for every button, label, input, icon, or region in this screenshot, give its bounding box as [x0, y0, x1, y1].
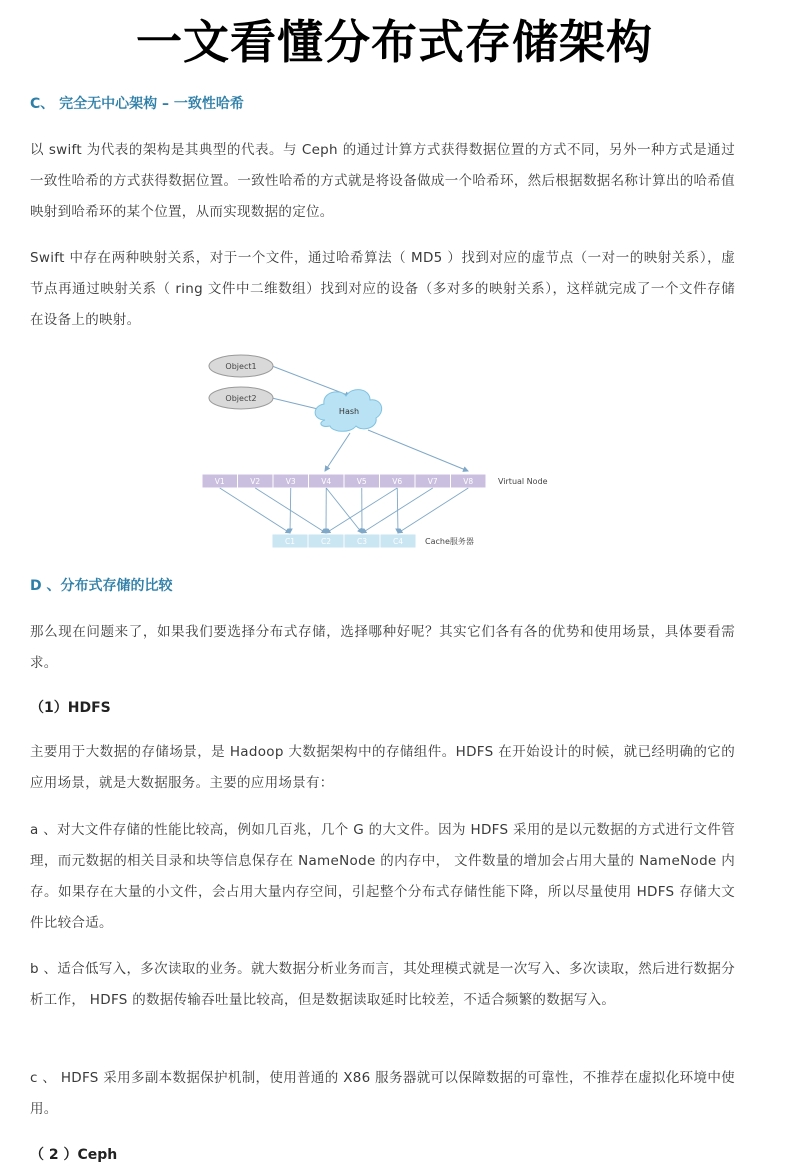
virtual-node-label-7: V7 — [427, 477, 438, 486]
page-title: 一文看懂分布式存储架构 — [136, 15, 653, 69]
section-d-heading: D 、分布式存储的比较 — [30, 578, 173, 594]
cache-node-label-2: C2 — [320, 537, 332, 546]
section-c-heading: C、 完全无中心架构 – 一致性哈希 — [30, 96, 244, 112]
virtual-node-bar — [202, 474, 486, 488]
hdfs-point-c: c 、 HDFS 采用多副本数据保护机制，使用普通的 X86 服务器就可以保障数据的可靠性，不推荐在虚拟化环境中使用。 — [30, 1070, 735, 1117]
edge-v4-c3 — [326, 488, 362, 533]
cache-server-bar — [272, 534, 416, 548]
edge-hash-v4 — [325, 433, 350, 471]
virtual-node-label-1: V1 — [214, 477, 225, 486]
virtual-node-label-3: V3 — [285, 477, 296, 486]
cache-server-label: Cache服务器 — [425, 537, 474, 546]
object1-label: Object1 — [225, 362, 257, 371]
edge-object2-hash — [272, 398, 322, 410]
virtual-node-label-6: V6 — [392, 477, 403, 486]
hdfs-point-b: b 、适合低写入，多次读取的业务。就大数据分析业务而言，其处理模式就是一次写入、多次读取，然后进行数据分析工作， HDFS 的数据传输吞吐量比较高，但是数据读取延时比较差，不适合频繁的数据写入。 — [30, 961, 735, 1008]
section-d-paragraph-1: 那么现在问题来了，如果我们要选择分布式存储，选择哪种好呢？其实它们各有各的优势和使用场景，具体要看需求。 — [30, 624, 735, 671]
hdfs-intro: 主要用于大数据的存储场景，是 Hadoop 大数据架构中的存储组件。HDFS 在开始设计的时候，就已经明确的它的应用场景，就是大数据服务。主要的应用场景有： — [30, 744, 735, 791]
cache-node-label-3: C3 — [356, 537, 368, 546]
object1-node — [209, 355, 273, 377]
object2-label: Object2 — [225, 394, 257, 403]
virtual-node-label-5: V5 — [356, 477, 367, 486]
hash-cloud — [315, 390, 382, 432]
consistent-hash-diagram — [200, 348, 580, 558]
virtual-node-label-8: V8 — [463, 477, 474, 486]
hash-label: Hash — [338, 407, 360, 416]
edge-v8-c4 — [398, 488, 468, 533]
ceph-heading: （ 2 ）Ceph — [30, 1147, 118, 1163]
edge-v1-c1 — [220, 488, 290, 533]
section-c-paragraph-2: Swift 中存在两种映射关系，对于一个文件，通过哈希算法（ MD5 ）找到对应的虚节点（一对一的映射关系），虚节点再通过映射关系（ ring 文件中二维数组）找到对应的设备（多对多的映射关系），这样就完成了一个文件存储在设备上的映射。 — [30, 250, 735, 328]
hdfs-heading: （1）HDFS — [30, 700, 111, 716]
virtual-node-label: Virtual Node — [498, 477, 548, 486]
virtual-node-label-4: V4 — [321, 477, 332, 486]
section-c-paragraph-1: 以 swift 为代表的架构是其典型的代表。与 Ceph 的通过计算方式获得数据位置的方式不同，另外一种方式是通过一致性哈希的方式获得数据位置。一致性哈希的方式就是将设备做成一个哈希环，然后根据数据名称计算出的哈希值映射到哈希环的某个位置，从而实现数据的定位。 — [30, 142, 735, 220]
object2-node — [209, 387, 273, 409]
hdfs-point-a: a 、对大文件存储的性能比较高，例如几百兆，几个 G 的大文件。因为 HDFS 采用的是以元数据的方式进行文件管理，而元数据的相关目录和块等信息保存在 NameNode 的内存中， 文件数量的增加会占用大量的 NameNode 内存。如果存在大量的小文件，会占用大量内存空间，引起整个分布式存储性能下降，所以尽量使用 HDFS 存储大文件比较合适。 — [30, 822, 735, 931]
edge-v3-c1 — [290, 488, 291, 533]
virtual-to-cache-edges — [220, 488, 469, 533]
cache-node-label-1: C1 — [284, 537, 296, 546]
edge-hash-v8 — [368, 430, 468, 471]
virtual-node-label-2: V2 — [250, 477, 261, 486]
cache-node-label-4: C4 — [392, 537, 404, 546]
